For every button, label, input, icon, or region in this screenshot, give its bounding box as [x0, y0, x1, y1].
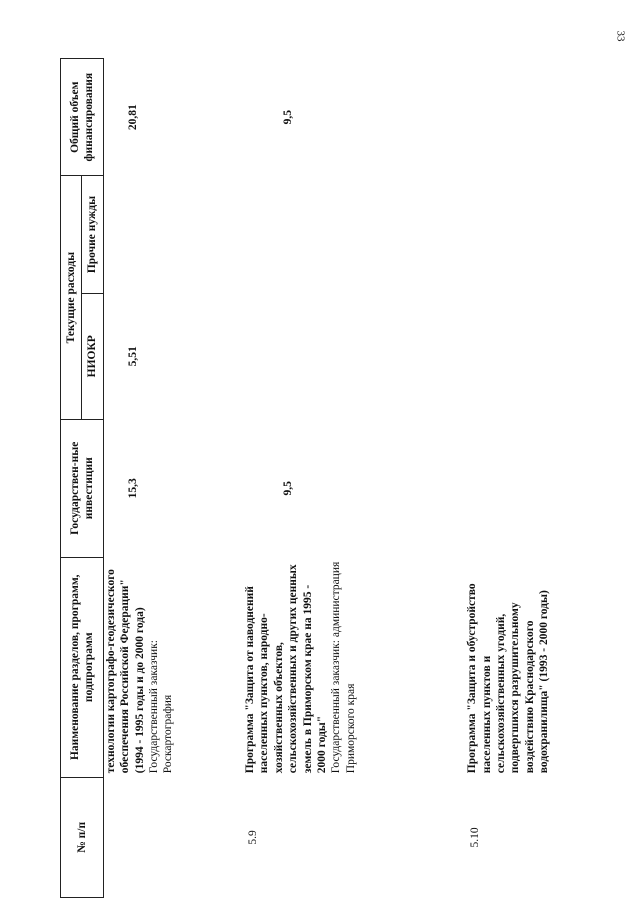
row-total [465, 59, 632, 176]
row-title: технологии картографо-геодезического обеспечения Российской Федерации" (1994 - 1995 годы и до 2000 года) [104, 569, 146, 774]
row-niokr [465, 293, 632, 419]
row-niokr: 5,51 [126, 346, 139, 367]
row-customer-label: Государственный заказчик: [330, 640, 343, 774]
header-niokr: НИОКР [82, 293, 103, 419]
header-state-investments: Государствен-ные инвестиции [61, 419, 104, 557]
row-niokr [243, 293, 465, 419]
page-number: 33 [614, 30, 627, 42]
header-num: № п/п [61, 777, 104, 897]
rotated-table-wrapper [60, 58, 632, 898]
header-other: Прочие нужды [82, 176, 103, 293]
header-current-expenses: Текущие расходы [61, 176, 82, 419]
row-state-investments: 9,5 [282, 481, 295, 496]
row-other [243, 176, 465, 293]
table-row [243, 59, 465, 898]
row-title-cell [465, 557, 632, 777]
row-other [465, 176, 632, 293]
row-title-cell [103, 557, 243, 777]
row-other [103, 176, 243, 293]
row-customer-value: администрация Приморского края [330, 561, 357, 774]
table-row [103, 59, 243, 898]
financing-table [60, 58, 632, 898]
row-customer-value: Роскартография [162, 694, 175, 774]
row-state-investments: 15,3 [126, 478, 139, 499]
row-total: 9,5 [282, 110, 295, 125]
row-title-cell [243, 557, 465, 777]
header-name: Наименование разделов, программ, подпрограмм [61, 557, 104, 777]
row-state-investments [465, 419, 632, 557]
table-row [465, 59, 632, 898]
row-number [103, 777, 243, 897]
row-customer-label: Государственный заказчик: [147, 640, 160, 774]
row-title: Программа "Защита и обустройство населенных пунктов и сельскохозяйственных угодий, подвергшихся разрушительному воздействию Краснодарского водохранилища" (1993 - 2000 годы) [466, 583, 551, 774]
header-total: Общий объем финансирования [61, 59, 104, 176]
row-number: 5.10 [469, 827, 482, 848]
row-number: 5.9 [247, 830, 260, 845]
row-total: 20,81 [126, 104, 139, 131]
row-title: Программа "Защита от наводнений населенных пунктов, народно-хозяйственных объектов, сельскохозяйственных и других ценных земель в Приморском крае на 1995 - 2000 годы" [244, 564, 328, 774]
